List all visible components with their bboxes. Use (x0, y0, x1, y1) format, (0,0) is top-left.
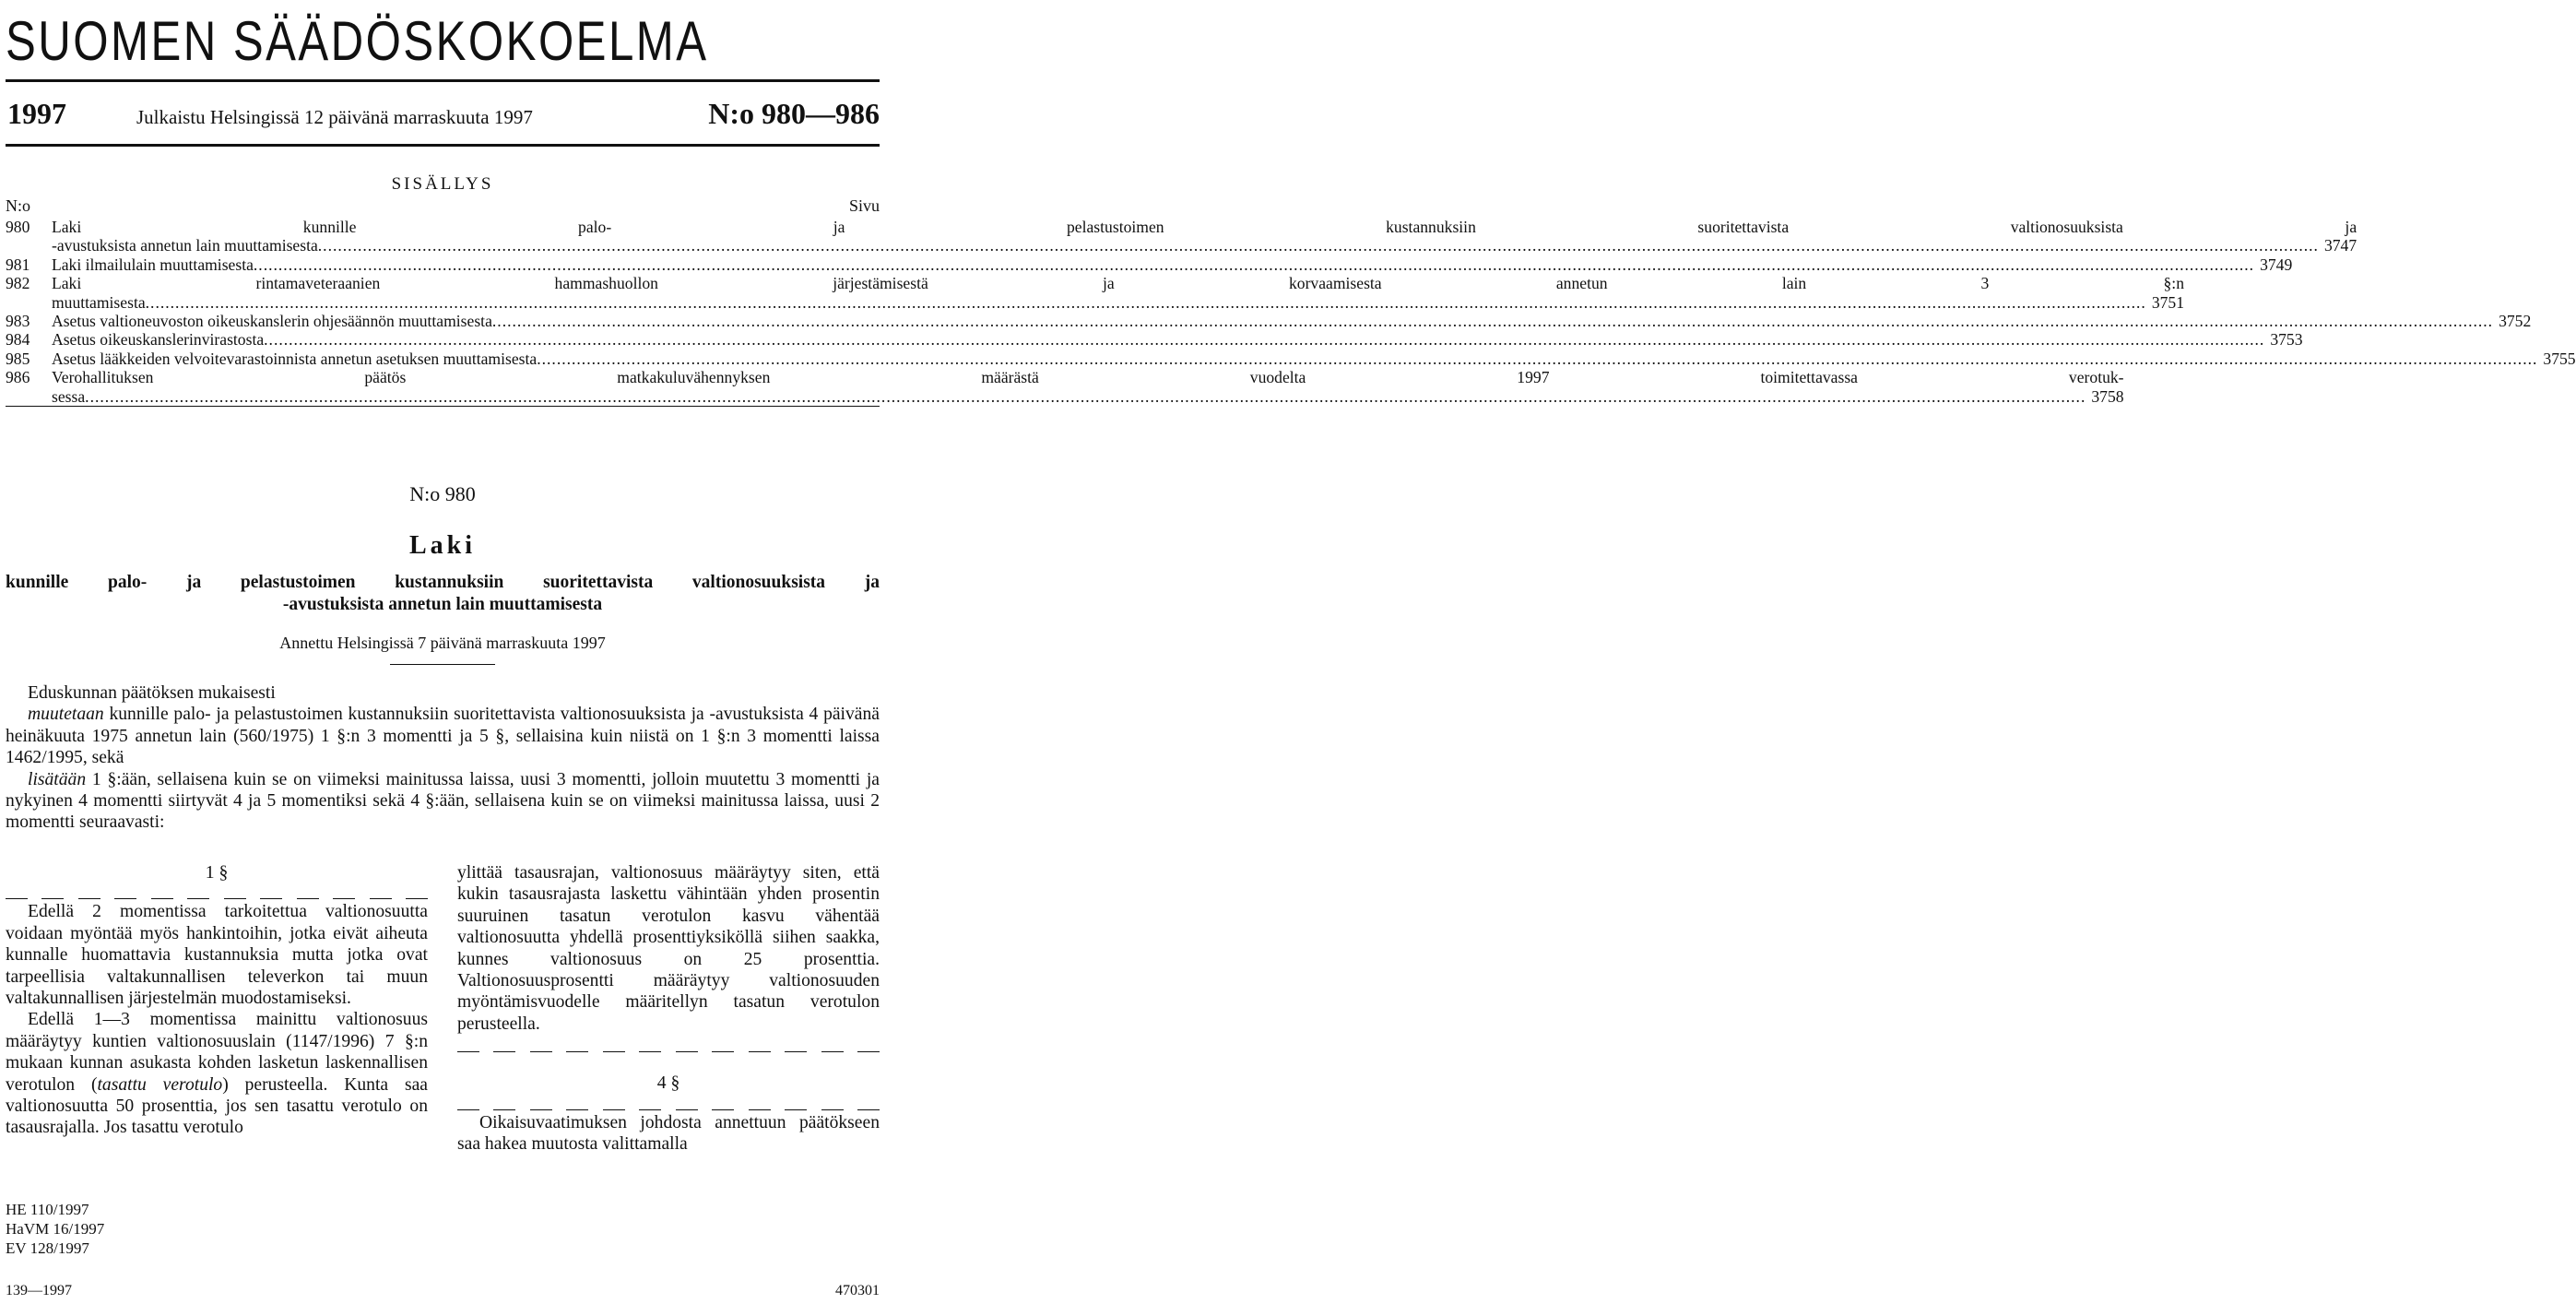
toc-entry-title: Laki rintamaveteraanien hammashuollon järjestämisestä ja korvaamisesta annetun lain 3 §:n (52, 274, 2184, 293)
toc-entry-page: 3749 (2260, 255, 2293, 274)
toc-entry-982[interactable] (6, 274, 2184, 312)
toc-entry-number: 980 (6, 218, 30, 236)
preamble-text: 1 §:ään, sellaisena kuin se on viimeksi mainitussa laissa, uusi 3 momentti, jolloin muutettu 3 momentti ja nykyinen 4 momentti siirtyvät 4 ja 5 momentiksi sekä 4 §:ään, sellaisena kuin se on viimeksi mainitussa laissa, uusi 2 momentti seuraavasti: (6, 769, 880, 833)
toc-entry-page: 3747 (2323, 236, 2357, 255)
toc-leader (537, 350, 2537, 368)
omission-dashes (457, 1042, 880, 1052)
section-text: ) perusteella. Kunta saa valtionosuutta 50 prosenttia, jos sen tasattu verotulo on tasausrajalla. Jos tasattu verotulo (6, 1074, 428, 1138)
toc-entry-title: Laki ilmailulain muuttamisesta (52, 255, 254, 274)
section-text: Edellä 1—3 momentissa mainittu valtionosuus määräytyy kuntien valtionosuuslain (1147/1996) 7 §:n mukaan kunnan asukasta kohden lasketun laskennallisen verotulon ( (6, 1010, 428, 1095)
toc-entry-title: -avustuksista annetun lain muuttamisesta (52, 236, 318, 255)
toc-bottom-rule (6, 406, 880, 407)
toc-leader (85, 387, 2086, 406)
ordinance-number: N:o 980 (409, 482, 476, 505)
toc-entry-title: Asetus lääkkeiden velvoitevarastoinnista annetun asetuksen muuttamisesta (52, 349, 538, 368)
toc-entry-number: 982 (6, 274, 30, 293)
toc-entry-981[interactable] (6, 255, 2293, 274)
emphasis: lisätään (28, 769, 87, 789)
reference: EV 128/1997 (6, 1239, 89, 1257)
toc-entry-980[interactable] (6, 218, 2357, 255)
table-of-contents (6, 218, 2576, 406)
toc-entry-title: Asetus oikeuskanslerinvirastosta (52, 330, 265, 350)
right-column (457, 862, 880, 1155)
toc-entry-page: 3751 (2151, 292, 2184, 312)
toc-entry-title: sessa (52, 386, 86, 406)
toc-number-header: N:o (6, 196, 30, 215)
toc-entry-title: Laki kunnille palo- ja pelastustoimen kustannuksiin suoritettavista valtionosuuksista ja (52, 218, 2357, 236)
toc-entry-number: 984 (6, 330, 30, 350)
ordinance-title (6, 572, 880, 615)
toc-entry-page: 3755 (2543, 349, 2576, 368)
toc-entry-number: 986 (6, 368, 30, 387)
reference: HaVM 16/1997 (6, 1220, 105, 1238)
toc-leader (254, 255, 2254, 274)
masthead-rule (6, 79, 880, 82)
toc-leader (146, 293, 2146, 312)
toc-entry-page: 3758 (2091, 386, 2124, 406)
ordinance-title-line: kunnille palo- ja pelastustoimen kustannuksiin suoritettavista valtionosuuksista ja (6, 573, 880, 592)
toc-entry-number: 981 (6, 255, 30, 274)
toc-entry-986[interactable] (6, 368, 2124, 406)
toc-entry-title: muuttamisesta (52, 292, 146, 312)
toc-entry-page: 3752 (2499, 312, 2532, 331)
toc-entry-title: Asetus valtioneuvoston oikeuskanslerin ohjesäännön muuttamisesta (52, 312, 492, 331)
toc-entry-983[interactable] (6, 312, 2532, 331)
emphasis: tasattu verotulo (97, 1074, 223, 1095)
toc-entry-page: 3753 (2270, 330, 2303, 350)
toc-entry-number: 985 (6, 349, 30, 368)
legislative-references (6, 1200, 104, 1258)
toc-entry-title: Verohallituksen päätös matkakuluvähennyksen määrästä vuodelta 1997 toimitettavassa verotuk- (52, 368, 2124, 387)
preamble-text: kunnille palo- ja pelastustoimen kustannuksiin suoritettavista valtionosuuksista ja -avustuksista 4 päivänä heinäkuuta 1975 annetun lain (560/1975) 1 §:n 3 momentti ja 5 §, sellaisina kuin niistä on 1 §:n 3 momentti laissa 1462/1995, sekä (6, 705, 880, 768)
section-paragraph: Oikaisuvaatimuksen johdosta annettuun päätökseen saa hakea muutosta valittamalla (457, 1112, 880, 1155)
omission-dashes (6, 889, 428, 899)
toc-entry-985[interactable] (6, 349, 2576, 368)
omission-dashes (457, 1100, 880, 1110)
separator-rule (390, 664, 495, 665)
toc-leader (318, 236, 2319, 255)
section-paragraph (6, 1009, 428, 1138)
section-heading: 4 § (656, 1073, 680, 1094)
toc-leader (264, 330, 2264, 349)
preamble (6, 682, 880, 834)
emphasis: muutetaan (28, 705, 104, 725)
reference: HE 110/1997 (6, 1201, 89, 1218)
toc-title: SISÄLLYS (391, 174, 494, 194)
issue-numbers: N:o 980—986 (708, 97, 880, 130)
issue-year: 1997 (7, 97, 66, 130)
footer-print-code: 470301 (835, 1283, 880, 1298)
section-heading: 1 § (205, 863, 229, 883)
ordinance-kind: Laki (408, 531, 477, 560)
toc-entry-984[interactable] (6, 330, 2303, 350)
toc-page-header: Sivu (848, 196, 880, 215)
issue-rule (6, 144, 880, 147)
preamble-paragraph (6, 769, 880, 834)
ordinance-title-line: -avustuksista annetun lain muuttamisesta (282, 594, 603, 614)
preamble-paragraph (6, 704, 880, 768)
footer-issue-code: 139—1997 (6, 1283, 72, 1298)
publication-date: Julkaistu Helsingissä 12 päivänä marraskuuta 1997 (136, 106, 533, 128)
section-paragraph: Edellä 2 momentissa tarkoitettua valtionosuutta voidaan myöntää myös hankintoihin, jotka eivät aiheuta kunnalle huomattavia kustannuksia mutta jotka ovat tarpeellisia valtakunnallisen televerkon tai muun valtakunnallisen järjestelmän muodostamiseksi. (6, 902, 428, 1009)
masthead-title: SUOMEN SÄÄDÖSKOKOELMA (6, 10, 709, 72)
toc-entry-number: 983 (6, 312, 30, 331)
section-paragraph: ylittää tasausrajan, valtionosuus määräytyy siten, että kukin tasausrajasta laskettu vähintään yhden prosentin suuruinen tasatun verotulon kasvu vähentää valtionosuutta yhdellä prosenttiyksiköllä siihen saakka, kunnes valtionosuus on 25 prosenttia. Valtionosuusprosentti määräytyy valtionosuuden myöntämisvuodelle määritellyn tasatun verotulon perusteella. (457, 863, 880, 1034)
left-column (6, 862, 428, 1139)
given-date: Annettu Helsingissä 7 päivänä marraskuuta 1997 (279, 634, 606, 652)
preamble-intro: Eduskunnan päätöksen mukaisesti (28, 683, 276, 703)
toc-leader (492, 312, 2493, 330)
